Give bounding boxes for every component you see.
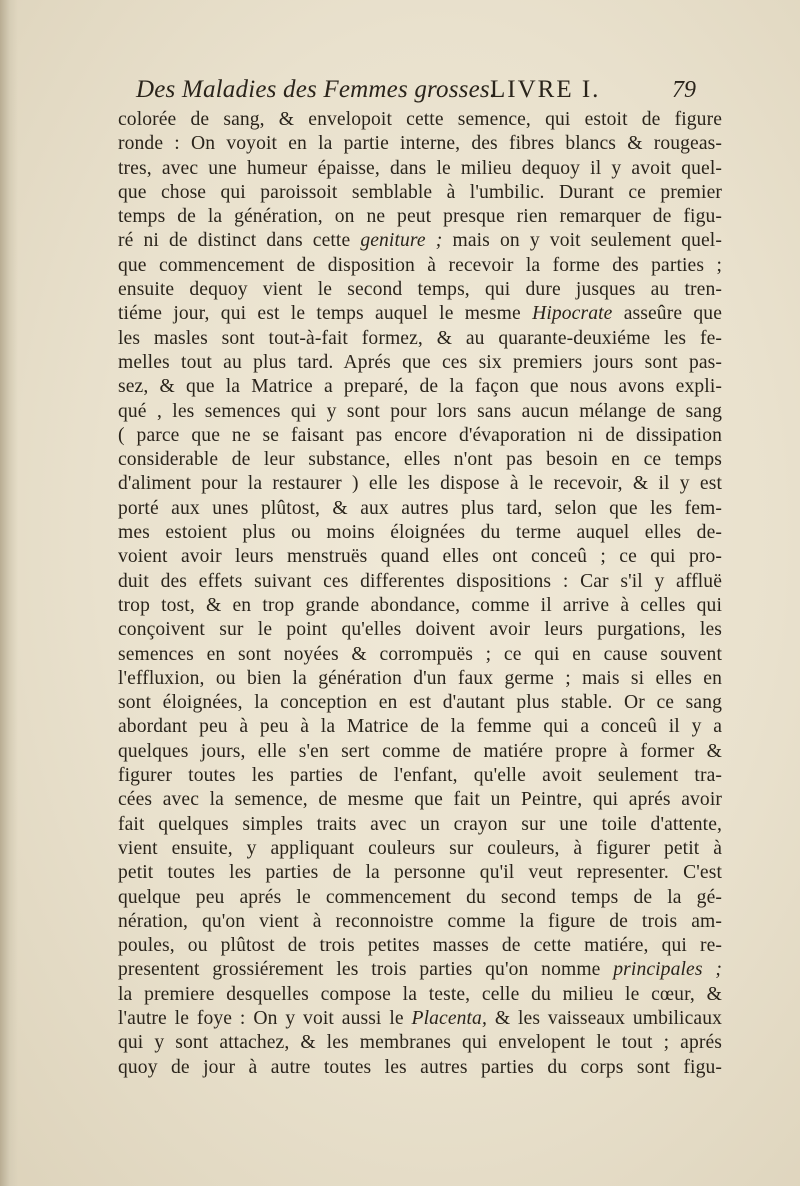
text-line: la premiere desquelles compose la teste, celle du milieu le cœur, & — [118, 983, 722, 1005]
text-line: conçoivent sur le point qu'elles doivent avoir leurs purgations, les — [118, 619, 722, 641]
text-line: quoy de jour à autre toutes les autres parties du corps sont figu- — [118, 1056, 722, 1078]
text-line: qué , les semences qui y sont pour lors sans aucun mélange de sang — [118, 400, 722, 422]
italic-term: geniture ; — [360, 230, 443, 252]
text-line: que chose qui paroissoit semblable à l'umbilic. Durant ce premier — [118, 181, 722, 203]
text-line: sont éloignées, la conception en est d'autant plus stable. Or ce sang — [118, 692, 722, 714]
running-header — [120, 74, 720, 106]
text-line: tres, avec une humeur épaisse, dans le milieu dequoy il y avoit quel- — [118, 157, 722, 179]
text-line: quelque peu aprés le commencement du second temps de la gé- — [118, 886, 722, 908]
italic-term: principales ; — [613, 959, 722, 981]
text-line: vient ensuite, y appliquant couleurs sur couleurs, à figurer petit à — [118, 837, 722, 859]
text-line: nération, qu'on vient à reconnoistre comme la figure de trois am- — [118, 910, 722, 932]
page-gutter-shadow — [0, 0, 18, 1186]
text-line: qui y sont attachez, & les membranes qui envelopent le tout ; aprés — [118, 1032, 722, 1054]
text-line: sez, & que la Matrice a preparé, de la façon que nous avons expli- — [118, 376, 722, 398]
italic-term: Placenta, — [411, 1007, 487, 1029]
text-line: ré ni de distinct dans cette geniture ; mais on y voit seulement quel- — [118, 230, 722, 252]
text-line: porté aux unes plûtost, & aux autres plus tard, selon que les fem- — [118, 497, 722, 519]
text-line: considerable de leur substance, elles n'ont pas besoin en ce temps — [118, 449, 722, 471]
text-line: tiéme jour, qui est le temps auquel le mesme Hipocrate asseûre que — [118, 303, 722, 325]
text-line: d'aliment pour la restaurer ) elle les dispose à le recevoir, & il y est — [118, 473, 722, 495]
text-line: colorée de sang, & envelopoit cette semence, qui estoit de figure — [118, 109, 722, 130]
italic-term: Hipocrate — [532, 303, 613, 325]
text-line: melles tout au plus tard. Aprés que ces six premiers jours sont pas- — [118, 351, 722, 373]
text-line: les masles sont tout-à-fait formez, & au quarante-deuxiéme les fe- — [118, 327, 722, 349]
text-line: l'autre le foye : On y voit aussi le Placenta, & les vaisseaux umbilicaux — [118, 1007, 722, 1029]
text-line: l'effluxion, ou bien la génération d'un faux germe ; mais si elles en — [118, 667, 722, 689]
text-line: ensuite dequoy vient le second temps, qui dure jusques au tren- — [118, 279, 722, 301]
text-line: temps de la génération, on ne peut presque rien remarquer de figu- — [118, 206, 722, 228]
text-line: ronde : On voyoit en la partie interne, des fibres blancs & rougeas- — [118, 133, 722, 155]
text-line: trop tost, & en trop grande abondance, comme il arrive à celles qui — [118, 594, 722, 616]
text-line: quelques jours, elle s'en sert comme de matiére propre à former & — [118, 740, 722, 762]
page-number: 79 — [672, 77, 696, 103]
text-line: mes estoient plus ou moins éloignées du terme auquel elles de- — [118, 522, 722, 544]
book-number: LIVRE I. — [490, 76, 601, 103]
text-line: petit toutes les parties de la personne qu'il veut representer. C'est — [118, 862, 722, 884]
text-line: poules, ou plûtost de trois petites masses de cette matiére, qui re- — [118, 935, 722, 957]
running-title: Des Maladies des Femmes grosses. — [136, 76, 497, 103]
text-line: cées avec la semence, de mesme que fait un Peintre, qui aprés avoir — [118, 789, 722, 811]
text-line: abordant peu à peu à la Matrice de la femme qui a conceû il y a — [118, 716, 722, 738]
text-line: que commencement de disposition à recevoir la forme des parties ; — [118, 254, 722, 276]
text-line: presentent grossiérement les trois parties qu'on nomme principales ; — [118, 959, 722, 981]
body-text — [118, 108, 722, 1080]
text-line: duit des effets suivant ces differentes dispositions : Car s'il y affluë — [118, 570, 722, 592]
text-line: ( parce que ne se faisant pas encore d'évaporation ni de dissipation — [118, 424, 722, 446]
text-line: figurer toutes les parties de l'enfant, qu'elle avoit seulement tra- — [118, 765, 722, 787]
text-line: semences en sont noyées & corrompuës ; ce qui en cause souvent — [118, 643, 722, 665]
text-line: voient avoir leurs menstruës quand elles ont conceû ; ce qui pro- — [118, 546, 722, 568]
text-line: fait quelques simples traits avec un crayon sur une toile d'attente, — [118, 813, 722, 835]
